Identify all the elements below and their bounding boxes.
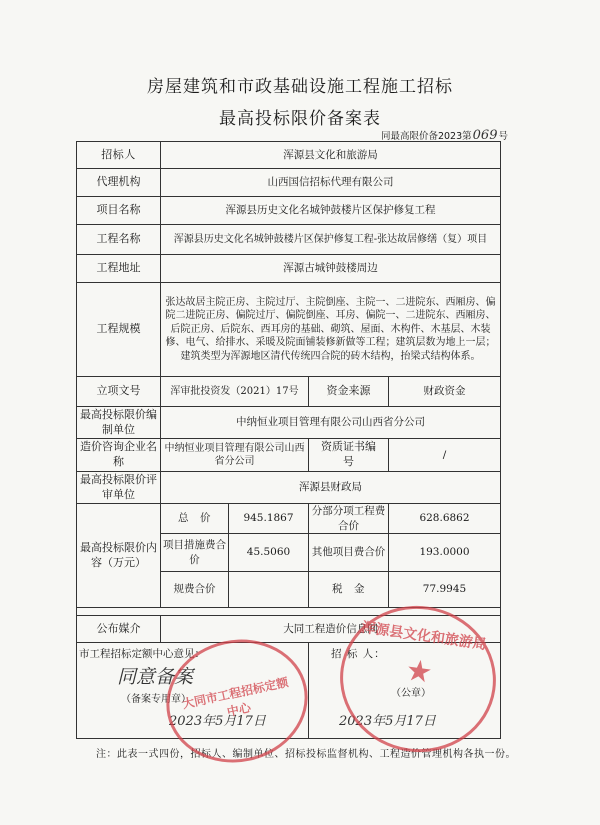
- tenderer-label: 招标人: [77, 142, 161, 169]
- tenderer-approval-label: 招 标 人：: [331, 648, 386, 660]
- project-name-label: 项目名称: [77, 197, 161, 225]
- compiler-label: 最高投标限价编制单位: [77, 407, 161, 439]
- review-unit-label: 最高投标限价评审单位: [77, 472, 161, 504]
- tax-value: 77.9945: [389, 572, 501, 608]
- row-work: [77, 225, 501, 255]
- fee-value: [229, 572, 309, 608]
- publish-media-value: 大同工程造价信息网: [161, 616, 501, 643]
- city-signature: 同意备案: [117, 666, 194, 688]
- city-sign-note: （备案专用章）: [121, 694, 191, 705]
- tax-label: 税 金: [309, 572, 389, 608]
- cert-number-label: 资质证书编 号: [309, 439, 389, 472]
- compiler-value: 中纳恒业项目管理有限公司山西省分公司: [161, 407, 501, 439]
- tenderer-seal-note: （公章）: [391, 688, 431, 699]
- filing-reference-prefix: 同最高限价备2023第: [380, 131, 472, 142]
- row-scope: [77, 283, 501, 377]
- row-project: [77, 197, 501, 225]
- document-title-line2: 最高投标限价备案表: [219, 109, 381, 129]
- agency-value: 山西国信招标代理有限公司: [161, 169, 501, 197]
- scope-value: 张达故居主院正房、主院过厅、主院倒座、主院一、二进院东、西厢房、偏院二进院正房、偏院过厅、偏院倒座、耳房、偏院一、二进院东、西厢房、后院正房、后院东、西耳房的基础、砌筑、屋面、木构件、木基层、木装修、电气、给排水、采暖及院面铺装修新做等工程；建筑层数为地上一层；建筑类型为浑源地区清代传统四合院的砖木结构，抬梁式结构体系。: [161, 283, 501, 377]
- row-address: [77, 255, 501, 283]
- price-block-label: 最高投标限价内容（万元）: [77, 504, 161, 608]
- filing-reference-number: 069: [472, 128, 498, 143]
- approval-number-value: 浑审批投资发（2021）17号: [161, 377, 309, 407]
- subitem-cost-value: 628.6862: [389, 504, 501, 534]
- bureau-seal-star-icon: ★: [405, 655, 433, 689]
- other-cost-label: 其他项目费合价: [309, 534, 389, 572]
- document-title-line1: 房屋建筑和市政基础设施工程施工招标: [147, 77, 453, 97]
- row-price-total: [77, 504, 501, 534]
- city-stamp-text: 大同市工程招标定额中心: [181, 675, 290, 720]
- consult-company-label: 造价咨询企业名称: [77, 439, 161, 472]
- filing-reference-suffix: 号: [498, 131, 508, 142]
- measure-cost-value: 45.5060: [229, 534, 309, 572]
- project-name-value: 浑源县历史文化名城钟鼓楼片区保护修复工程: [161, 197, 501, 225]
- cert-number-value: /: [389, 439, 501, 472]
- city-date: 2023年5月17日: [169, 714, 266, 729]
- work-name-label: 工程名称: [77, 225, 161, 255]
- row-review: [77, 472, 501, 504]
- row-tenderer: [77, 142, 501, 169]
- fee-label: 规费合价: [161, 572, 229, 608]
- agency-label: 代理机构: [77, 169, 161, 197]
- other-cost-value: 193.0000: [389, 534, 501, 572]
- address-label: 工程地址: [77, 255, 161, 283]
- row-agency: [77, 169, 501, 197]
- fund-source-value: 财政资金: [389, 377, 501, 407]
- fund-source-label: 资金来源: [309, 377, 389, 407]
- subitem-cost-label: 分部分项工程费合价: [309, 504, 389, 534]
- city-opinion-label: 市工程招标定额中心意见：: [79, 648, 205, 660]
- work-name-value: 浑源县历史文化名城钟鼓楼片区保护修复工程-张达故居修缮（复）项目: [161, 225, 501, 255]
- row-compiler: [77, 407, 501, 439]
- row-consult: [77, 439, 501, 472]
- measure-cost-label: 项目措施费合价: [161, 534, 229, 572]
- footer-note: 注：此表一式四份，招标人、编制单位、招标投标监督机构、工程造价管理机构各执一份。: [96, 749, 516, 760]
- scope-label: 工程规模: [77, 283, 161, 377]
- tenderer-value: 浑源县文化和旅游局: [161, 142, 501, 169]
- tenderer-date: 2023年5月17日: [339, 714, 436, 729]
- row-approval: [77, 377, 501, 407]
- approval-number-label: 立项文号: [77, 377, 161, 407]
- bureau-seal-text: 浑源县文化和旅游局: [360, 619, 488, 654]
- consult-company-value: 中纳恒业项目管理有限公司山西省分公司: [161, 439, 309, 472]
- review-unit-value: 浑源县财政局: [161, 472, 501, 504]
- publish-media-label: 公布媒介: [77, 616, 161, 643]
- total-price-label: 总 价: [161, 504, 229, 534]
- address-value: 浑源古城钟鼓楼周边: [161, 255, 501, 283]
- total-price-value: 945.1867: [229, 504, 309, 534]
